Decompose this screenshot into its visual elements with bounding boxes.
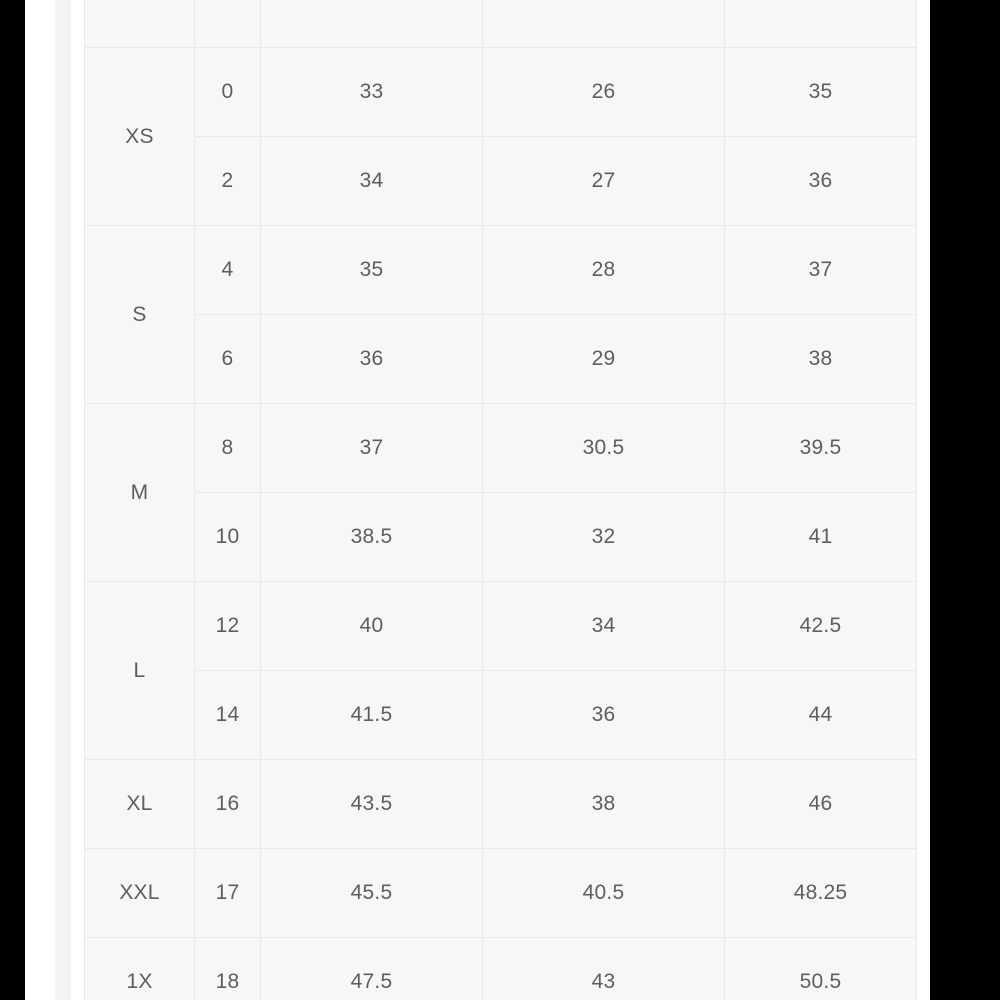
table-cell-measure-3: 41 <box>725 493 917 582</box>
table-row <box>85 404 917 493</box>
table-cell-number: 14 <box>195 671 261 760</box>
table-cell-measure-3: 35 <box>725 48 917 137</box>
table-cell-number: 18 <box>195 938 261 1000</box>
size-chart-table <box>84 0 917 1000</box>
table-cell-size <box>85 0 195 48</box>
table-cell-measure-3: 44 <box>725 671 917 760</box>
table-cell-measure-1: 43.5 <box>261 760 483 849</box>
size-chart-table-wrapper <box>84 0 916 1000</box>
table-cell-number: 4 <box>195 226 261 315</box>
table-cell-measure-2: 30.5 <box>483 404 725 493</box>
table-cell-measure-3: 39.5 <box>725 404 917 493</box>
table-cell-measure-2: 40.5 <box>483 849 725 938</box>
table-cell-size: L <box>85 582 195 760</box>
table-cell-measure-2: 29 <box>483 315 725 404</box>
table-cell-measure-1: 34 <box>261 137 483 226</box>
table-cell-size: XS <box>85 48 195 226</box>
table-cell-measure-2: 27 <box>483 137 725 226</box>
table-cell-measure-1: 35 <box>261 226 483 315</box>
table-cell-measure-3 <box>725 0 917 48</box>
table-row <box>85 938 917 1000</box>
table-cell-measure-2 <box>483 0 725 48</box>
table-row <box>85 849 917 938</box>
table-cell-measure-1: 41.5 <box>261 671 483 760</box>
table-cell-measure-3: 38 <box>725 315 917 404</box>
table-row <box>85 48 917 137</box>
table-cell-measure-3: 46 <box>725 760 917 849</box>
table-row <box>85 315 917 404</box>
table-cell-measure-3: 48.25 <box>725 849 917 938</box>
table-cell-size: 1X <box>85 938 195 1000</box>
size-chart-body <box>85 0 917 1000</box>
table-cell-measure-1: 45.5 <box>261 849 483 938</box>
table-cell-measure-1: 33 <box>261 48 483 137</box>
table-cell-measure-1: 38.5 <box>261 493 483 582</box>
table-cell-measure-1 <box>261 0 483 48</box>
table-row-partial <box>85 0 917 48</box>
table-cell-size: XL <box>85 760 195 849</box>
table-cell-number: 10 <box>195 493 261 582</box>
table-cell-size: XXL <box>85 849 195 938</box>
table-cell-number: 12 <box>195 582 261 671</box>
table-cell-measure-3: 50.5 <box>725 938 917 1000</box>
left-gutter-strip <box>55 0 71 1000</box>
table-cell-measure-2: 43 <box>483 938 725 1000</box>
table-cell-number: 6 <box>195 315 261 404</box>
table-row <box>85 226 917 315</box>
table-cell-size: S <box>85 226 195 404</box>
table-cell-number: 17 <box>195 849 261 938</box>
table-cell-measure-2: 28 <box>483 226 725 315</box>
table-row <box>85 493 917 582</box>
table-cell-measure-2: 32 <box>483 493 725 582</box>
table-cell-number: 2 <box>195 137 261 226</box>
table-row <box>85 137 917 226</box>
table-cell-measure-1: 36 <box>261 315 483 404</box>
table-cell-measure-2: 34 <box>483 582 725 671</box>
table-row <box>85 760 917 849</box>
table-cell-size: M <box>85 404 195 582</box>
table-cell-number <box>195 0 261 48</box>
table-cell-number: 8 <box>195 404 261 493</box>
table-cell-number: 16 <box>195 760 261 849</box>
table-cell-measure-3: 36 <box>725 137 917 226</box>
table-cell-measure-2: 38 <box>483 760 725 849</box>
table-cell-measure-3: 42.5 <box>725 582 917 671</box>
table-cell-measure-3: 37 <box>725 226 917 315</box>
table-cell-measure-1: 47.5 <box>261 938 483 1000</box>
table-row <box>85 582 917 671</box>
table-cell-measure-2: 36 <box>483 671 725 760</box>
table-cell-number: 0 <box>195 48 261 137</box>
table-cell-measure-1: 37 <box>261 404 483 493</box>
table-row <box>85 671 917 760</box>
table-cell-measure-1: 40 <box>261 582 483 671</box>
table-cell-measure-2: 26 <box>483 48 725 137</box>
